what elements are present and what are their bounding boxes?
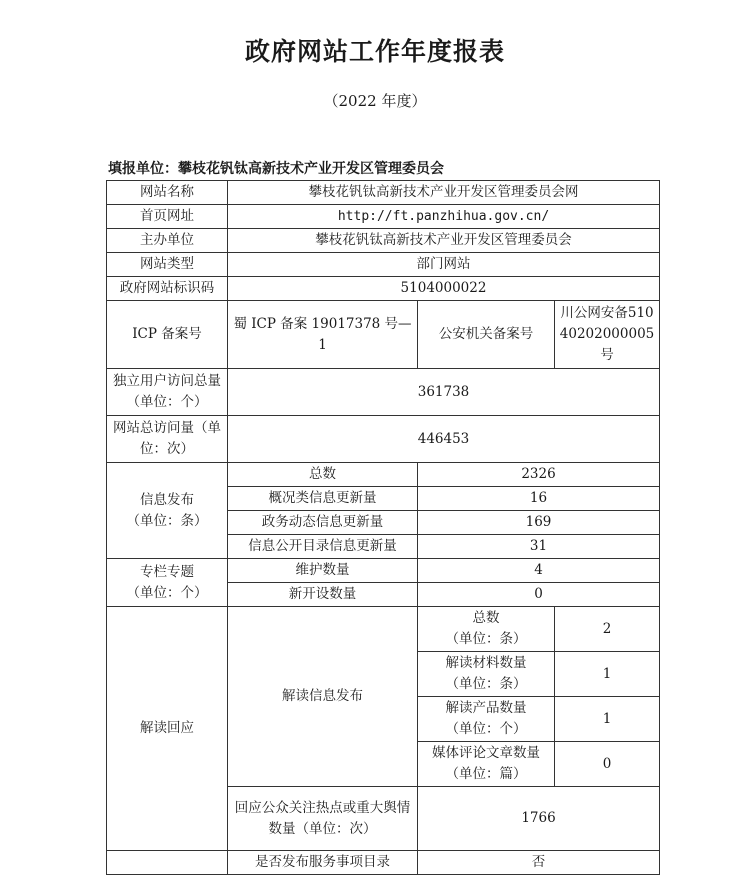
site-name-value: 攀枝花钒钛高新技术产业开发区管理委员会网 [228,181,660,205]
column-maintain-value: 4 [418,559,660,583]
report-title: 政府网站工作年度报表 [244,37,505,66]
row-sponsor [107,229,660,253]
interp-product-label [418,697,555,742]
sponsor-label: 主办单位 [107,229,228,253]
interp-media-line1: 媒体评论文章数量 [432,745,540,761]
report-table [106,180,660,875]
info-total-label: 总数 [228,463,418,487]
info-label-line2: （单位：条） [126,512,208,529]
row-site-id [107,277,660,301]
column-label-line1: 专栏专题 [140,563,194,580]
report-year: （2022 年度） [323,92,427,110]
site-id-value: 5104000022 [228,277,660,301]
homepage-label: 首页网址 [107,205,228,229]
row-info-total [107,463,660,487]
info-overview-label: 概况类信息更新量 [228,487,418,511]
interp-hot-label: 回应公众关注热点或重大舆情数量（单位：次） [228,787,418,851]
info-section-label [107,463,228,559]
interp-product-value: 1 [555,697,660,742]
pv-label: 网站总访问量（单位：次） [107,416,228,463]
row-site-name [107,181,660,205]
interp-material-line1: 解读材料数量 [445,655,527,671]
row-icp [107,301,660,369]
icp-label: ICP 备案号 [107,301,228,369]
interp-material-line2: （单位：条） [445,676,527,692]
column-section-label [107,559,228,607]
column-label-line2: （单位：个） [126,584,208,601]
service-label: 是否发布服务事项目录 [228,851,418,875]
info-catalog-value: 31 [418,535,660,559]
sponsor-value: 攀枝花钒钛高新技术产业开发区管理委员会 [228,229,660,253]
info-news-label: 政务动态信息更新量 [228,511,418,535]
interp-media-line2: （单位：篇） [445,766,527,782]
police-value: 川公网安备51040202000005 号 [555,301,660,369]
uv-value: 361738 [228,369,660,416]
reporting-unit: 填报单位：攀枝花钒钛高新技术产业开发区管理委员会 [108,161,444,177]
icp-value: 蜀 ICP 备案 19017378 号—1 [228,301,418,369]
service-blank [107,851,228,875]
column-new-label: 新开设数量 [228,583,418,607]
police-label: 公安机关备案号 [418,301,555,369]
interp-total-value: 2 [555,607,660,652]
service-value: 否 [418,851,660,875]
uv-label: 独立用户访问总量（单位：个） [107,369,228,416]
info-news-value: 169 [418,511,660,535]
site-type-label: 网站类型 [107,253,228,277]
info-overview-value: 16 [418,487,660,511]
row-uv [107,369,660,416]
row-site-type [107,253,660,277]
interp-publish-label: 解读信息发布 [228,607,418,787]
info-label-line1: 信息发布 [140,491,194,508]
row-pv [107,416,660,463]
site-id-label: 政府网站标识码 [107,277,228,301]
interp-media-label [418,742,555,787]
info-catalog-label: 信息公开目录信息更新量 [228,535,418,559]
row-service [107,851,660,875]
info-total-value: 2326 [418,463,660,487]
row-homepage [107,205,660,229]
interp-product-line1: 解读产品数量 [445,700,527,716]
row-column-maintain [107,559,660,583]
site-type-value: 部门网站 [228,253,660,277]
interp-media-value: 0 [555,742,660,787]
interp-total-line2: （单位：条） [445,631,527,647]
column-maintain-label: 维护数量 [228,559,418,583]
interp-hot-value: 1766 [418,787,660,851]
pv-value: 446453 [228,416,660,463]
interp-material-label [418,652,555,697]
homepage-value: http://ft.panzhihua.gov.cn/ [228,205,660,229]
row-interp-total [107,607,660,652]
interp-product-line2: （单位：个） [445,721,527,737]
interp-total-label [418,607,555,652]
site-name-label: 网站名称 [107,181,228,205]
column-new-value: 0 [418,583,660,607]
interp-material-value: 1 [555,652,660,697]
interp-section-label: 解读回应 [107,607,228,851]
interp-total-line1: 总数 [472,610,500,626]
